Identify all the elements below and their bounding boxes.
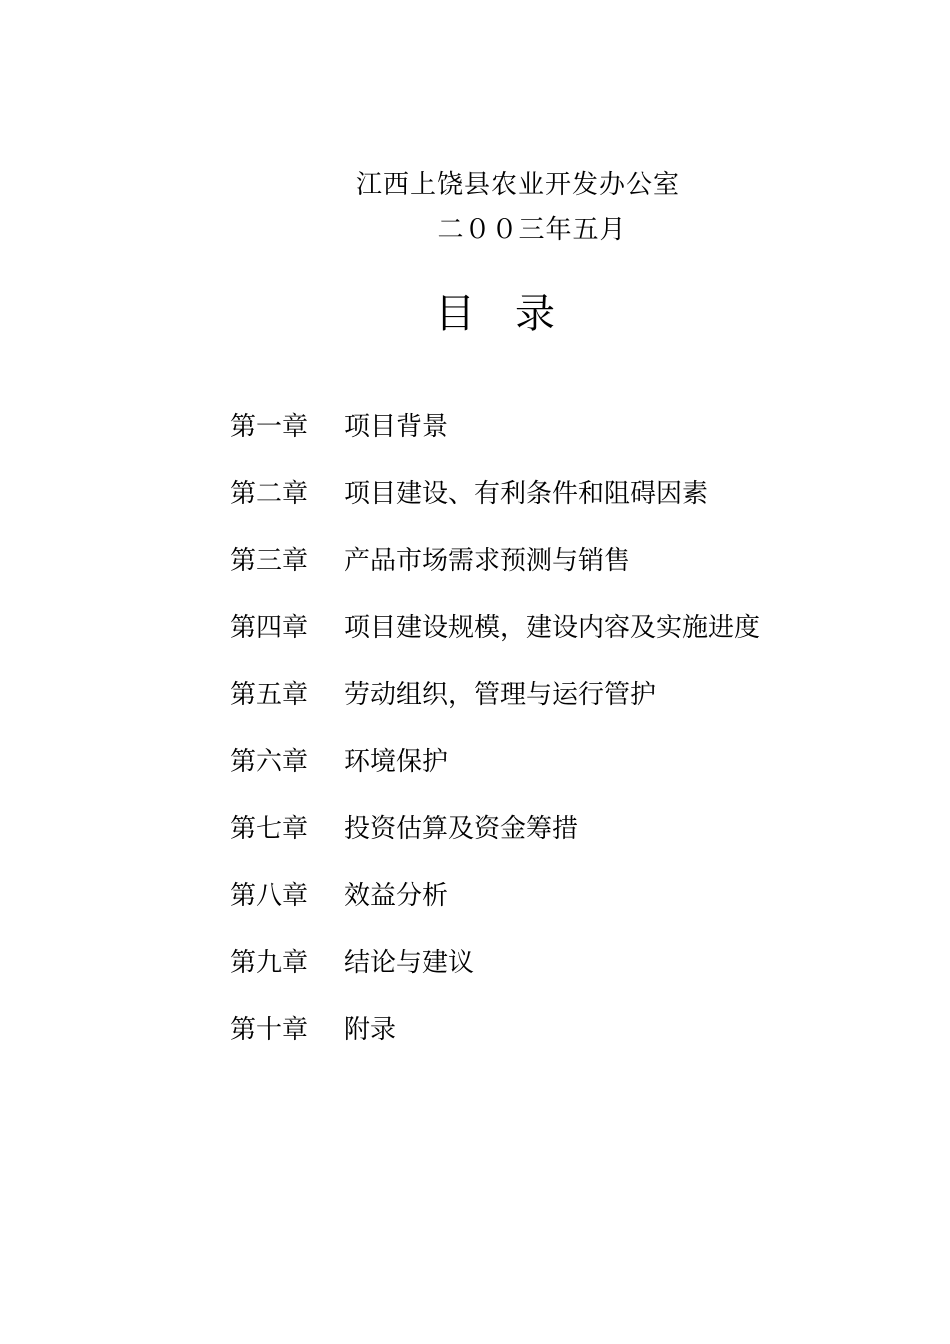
organization-name: 江西上饶县农业开发办公室 (355, 170, 680, 200)
toc-chapter-number: 第九章 (230, 948, 309, 978)
toc-entry-3 (230, 542, 870, 609)
toc-entry-8 (230, 877, 870, 944)
toc-chapter-number: 第十章 (230, 1015, 309, 1045)
toc-chapter-title: 效益分析 (344, 881, 449, 911)
toc-chapter-title: 项目背景 (344, 412, 449, 442)
toc-entry-9 (230, 944, 870, 1011)
toc-heading (0, 288, 950, 340)
toc-chapter-number: 第八章 (230, 881, 309, 911)
toc-chapter-title: 劳动组织，管理与运行管护 (344, 680, 657, 710)
toc-chapter-number: 第三章 (230, 546, 309, 576)
publication-date: 二００三年五月 (437, 215, 627, 245)
table-of-contents (230, 408, 870, 1078)
toc-chapter-number: 第四章 (230, 613, 309, 643)
toc-entry-4 (230, 609, 870, 676)
toc-chapter-title: 投资估算及资金筹措 (344, 814, 579, 844)
toc-chapter-number: 第二章 (230, 479, 309, 509)
toc-heading-part2: 录 (515, 291, 555, 337)
toc-chapter-number: 第六章 (230, 747, 309, 777)
toc-entry-5 (230, 676, 870, 743)
toc-chapter-title: 附录 (344, 1015, 397, 1045)
toc-entry-10 (230, 1011, 870, 1078)
toc-chapter-title: 项目建设、有利条件和阻碍因素 (344, 479, 709, 509)
toc-chapter-title: 环境保护 (344, 747, 449, 777)
toc-chapter-title: 结论与建议 (344, 948, 475, 978)
toc-chapter-number: 第五章 (230, 680, 309, 710)
toc-entry-7 (230, 810, 870, 877)
toc-chapter-title: 产品市场需求预测与销售 (344, 546, 631, 576)
toc-heading-part1: 目 (435, 291, 475, 337)
toc-entry-1 (230, 408, 870, 475)
toc-chapter-number: 第一章 (230, 412, 309, 442)
toc-chapter-title: 项目建设规模，建设内容及实施进度 (344, 613, 761, 643)
toc-entry-6 (230, 743, 870, 810)
toc-entry-2 (230, 475, 870, 542)
toc-chapter-number: 第七章 (230, 814, 309, 844)
